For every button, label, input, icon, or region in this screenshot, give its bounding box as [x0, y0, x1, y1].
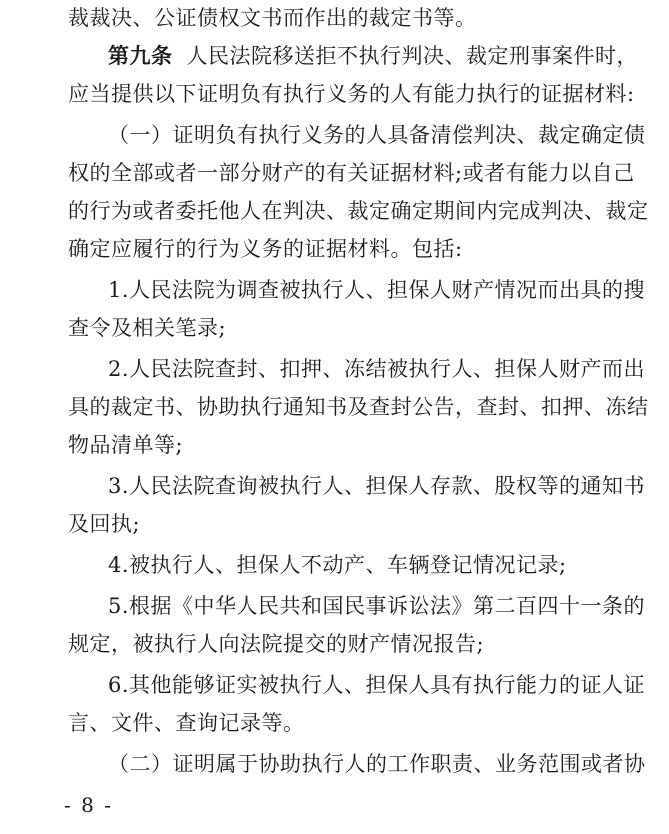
text-line: 裁裁决、公证债权文书而作出的裁定书等。: [68, 6, 477, 30]
text-line: 查令及相关笔录;: [68, 316, 227, 340]
text-line: 的行为或者委托他人在判决、裁定确定期间内完成判决、裁定: [68, 199, 649, 223]
text-line: 6.其他能够证实被执行人、担保人具有执行能力的证人证: [108, 673, 646, 697]
page-number: - 8 -: [64, 793, 113, 817]
text-line: 5.根据《中华人民共和国民事诉讼法》第二百四十一条的: [108, 594, 646, 618]
text-line: 4.被执行人、担保人不动产、车辆登记情况记录;: [108, 553, 567, 577]
text-line: 权的全部或者一部分财产的有关证据材料;或者有能力以自己: [68, 161, 635, 185]
text-line: 规定，被执行人向法院提交的财产情况报告;: [68, 632, 485, 656]
text-line: 确定应履行的行为义务的证据材料。包括:: [68, 237, 463, 261]
article-label: 第九条: [108, 43, 173, 68]
text-line: 言、文件、查询记录等。: [68, 711, 305, 735]
text-line: 2.人民法院查封、扣押、冻结被执行人、担保人财产而出: [108, 357, 646, 381]
text-line: 3.人民法院查询被执行人、担保人存款、股权等的通知书: [108, 474, 646, 498]
text-line: 物品清单等;: [68, 433, 184, 457]
text-line: 具的裁定书、协助执行通知书及查封公告，查封、扣押、冻结: [68, 395, 649, 419]
text-line: （二）证明属于协助执行人的工作职责、业务范围或者协: [108, 752, 646, 776]
text-line: （一）证明负有执行义务的人具备清偿判决、裁定确定债: [108, 123, 646, 147]
text-line: 1.人民法院为调查被执行人、担保人财产情况而出具的搜: [108, 278, 646, 302]
article-heading-line: [108, 38, 638, 74]
text-line: 应当提供以下证明负有执行义务的人有能力执行的证据材料:: [68, 82, 635, 106]
text-line: 及回执;: [68, 512, 141, 536]
text-line: 人民法院移送拒不执行判决、裁定刑事案件时，: [186, 44, 638, 68]
